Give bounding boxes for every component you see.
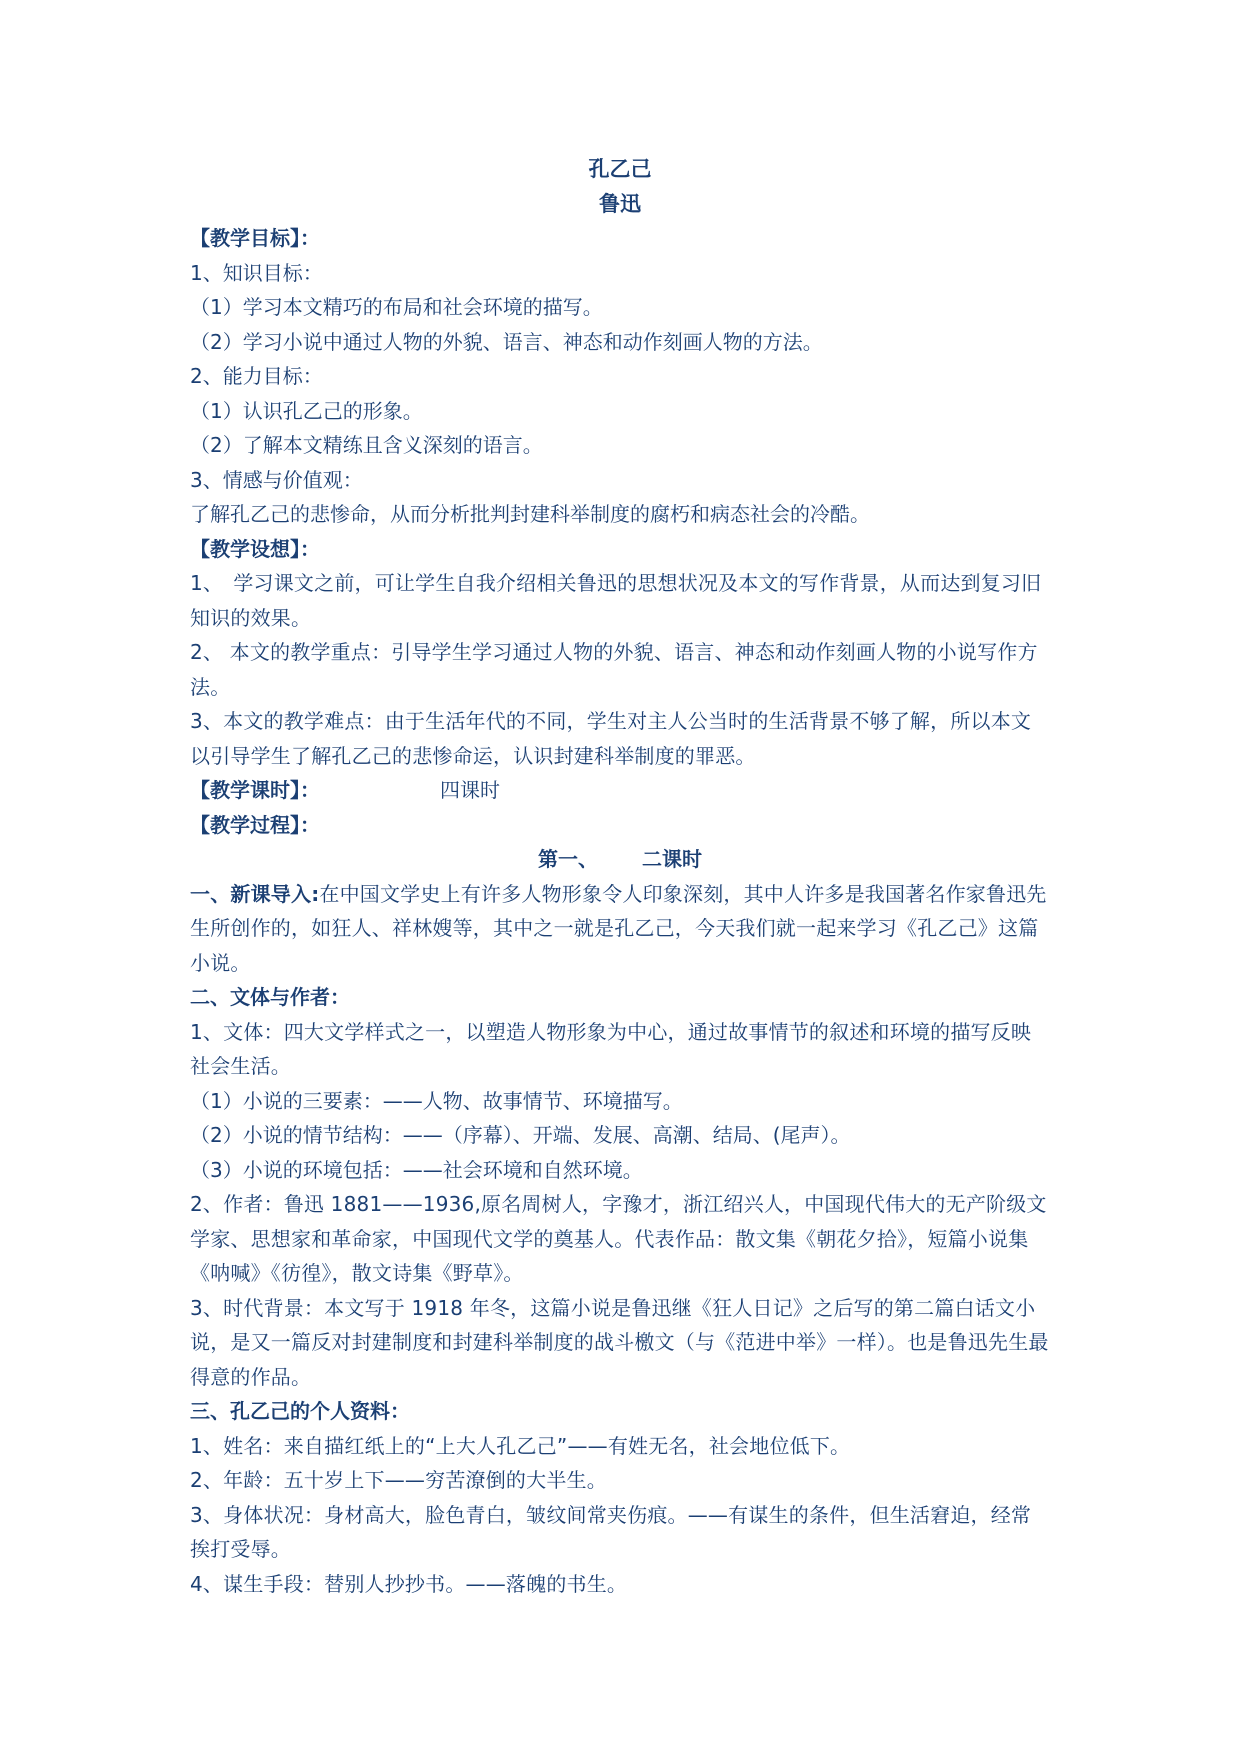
style-author-heading: 二、文体与作者： <box>190 985 350 1009</box>
lesson-title-a: 第一、 <box>538 847 598 871</box>
background-paragraph: 3、时代背景：本文写于 1918 年冬，这篇小说是鲁迅继《狂人日记》之后写的第二篇白话文小说，是又一篇反对封建制度和封建科举制度的战斗檄文（与《范进中举》一样）。也是鲁迅先生最得意的作品。 <box>190 1295 1049 1389</box>
document-page <box>190 152 1050 1601</box>
ability-goal-item: （1）认识孔乙己的形象。 <box>190 398 423 423</box>
genre-sub-item: （3）小说的环境包括：——社会环境和自然环境。 <box>190 1157 643 1182</box>
ability-goal-label: 2、能力目标： <box>190 364 323 388</box>
design-item: 1、 学习课文之前，可让学生自我介绍相关鲁迅的思想状况及本文的写作背景，从而达到复习旧知识的效果。 <box>190 571 1042 630</box>
hours-heading: 【教学课时】： <box>190 778 320 802</box>
emotion-goal-text: 了解孔乙己的悲惨命，从而分析批判封建科举制度的腐朽和病态社会的冷酷。 <box>190 502 870 526</box>
doc-author: 鲁迅 <box>599 191 641 216</box>
lesson-title <box>190 842 1050 877</box>
hours-row <box>190 773 1050 808</box>
profile-item: 2、年龄：五十岁上下——穷苦潦倒的大半生。 <box>190 1468 607 1492</box>
knowledge-goal-label: 1、知识目标： <box>190 260 323 285</box>
knowledge-goal-item: （2）学习小说中通过人物的外貌、语言、神态和动作刻画人物的方法。 <box>190 329 823 354</box>
design-item: 2、 本文的教学重点：引导学生学习通过人物的外貌、语言、神态和动作刻画人物的小说写作方法。 <box>190 640 1038 699</box>
hours-value: 四课时 <box>440 778 500 802</box>
emotion-goal-label: 3、情感与价值观： <box>190 467 363 492</box>
design-item: 3、本文的教学难点：由于生活年代的不同，学生对主人公当时的生活背景不够了解，所以本文以引导学生了解孔乙己的悲惨命运，认识封建科举制度的罪恶。 <box>190 709 1032 768</box>
lesson-title-b: 二课时 <box>642 847 702 871</box>
ability-goal-item: （2）了解本文精练且含义深刻的语言。 <box>190 433 543 457</box>
genre-sub-item: （2）小说的情节结构：——（序幕）、开端、发展、高潮、结局、(尾声）。 <box>190 1123 851 1147</box>
profile-item: 1、姓名：来自描红纸上的“上大人孔乙己”——有姓无名，社会地位低下。 <box>190 1433 851 1458</box>
author-paragraph: 2、作者：鲁迅 1881——1936,原名周树人，字豫才，浙江绍兴人，中国现代伟大的无产阶级文学家、思想家和革命家，中国现代文学的奠基人。代表作品：散文集《朝花夕拾》，短篇小说集《呐喊》《彷徨》，散文诗集《野草》。 <box>190 1192 1047 1285</box>
process-heading: 【教学过程】： <box>190 812 320 837</box>
intro-paragraph <box>190 877 1050 981</box>
profile-heading: 三、孔乙己的个人资料： <box>190 1399 410 1423</box>
profile-item: 3、身体状况：身材高大，脸色青白，皱纹间常夹伤痕。——有谋生的条件，但生活窘迫，经常挨打受辱。 <box>190 1502 1032 1561</box>
goals-heading: 【教学目标】： <box>190 226 320 250</box>
design-heading: 【教学设想】： <box>190 536 320 561</box>
genre-sub-item: （1）小说的三要素：——人物、故事情节、环境描写。 <box>190 1088 683 1113</box>
doc-title: 孔乙己 <box>588 157 652 181</box>
intro-text: 在中国文学史上有许多人物形象令人印象深刻，其中人许多是我国著名作家鲁迅先生所创作的，如狂人、祥林嫂等，其中之一就是孔乙己，今天我们就一起来学习《孔乙己》这篇小说。 <box>190 881 1047 975</box>
profile-item: 4、谋生手段：替别人抄抄书。——落魄的书生。 <box>190 1571 628 1596</box>
intro-heading: 一、新课导入: <box>190 881 320 906</box>
knowledge-goal-item: （1）学习本文精巧的布局和社会环境的描写。 <box>190 295 603 319</box>
genre-paragraph: 1、文体：四大文学样式之一，以塑造人物形象为中心，通过故事情节的叙述和环境的描写反映社会生活。 <box>190 1019 1032 1078</box>
